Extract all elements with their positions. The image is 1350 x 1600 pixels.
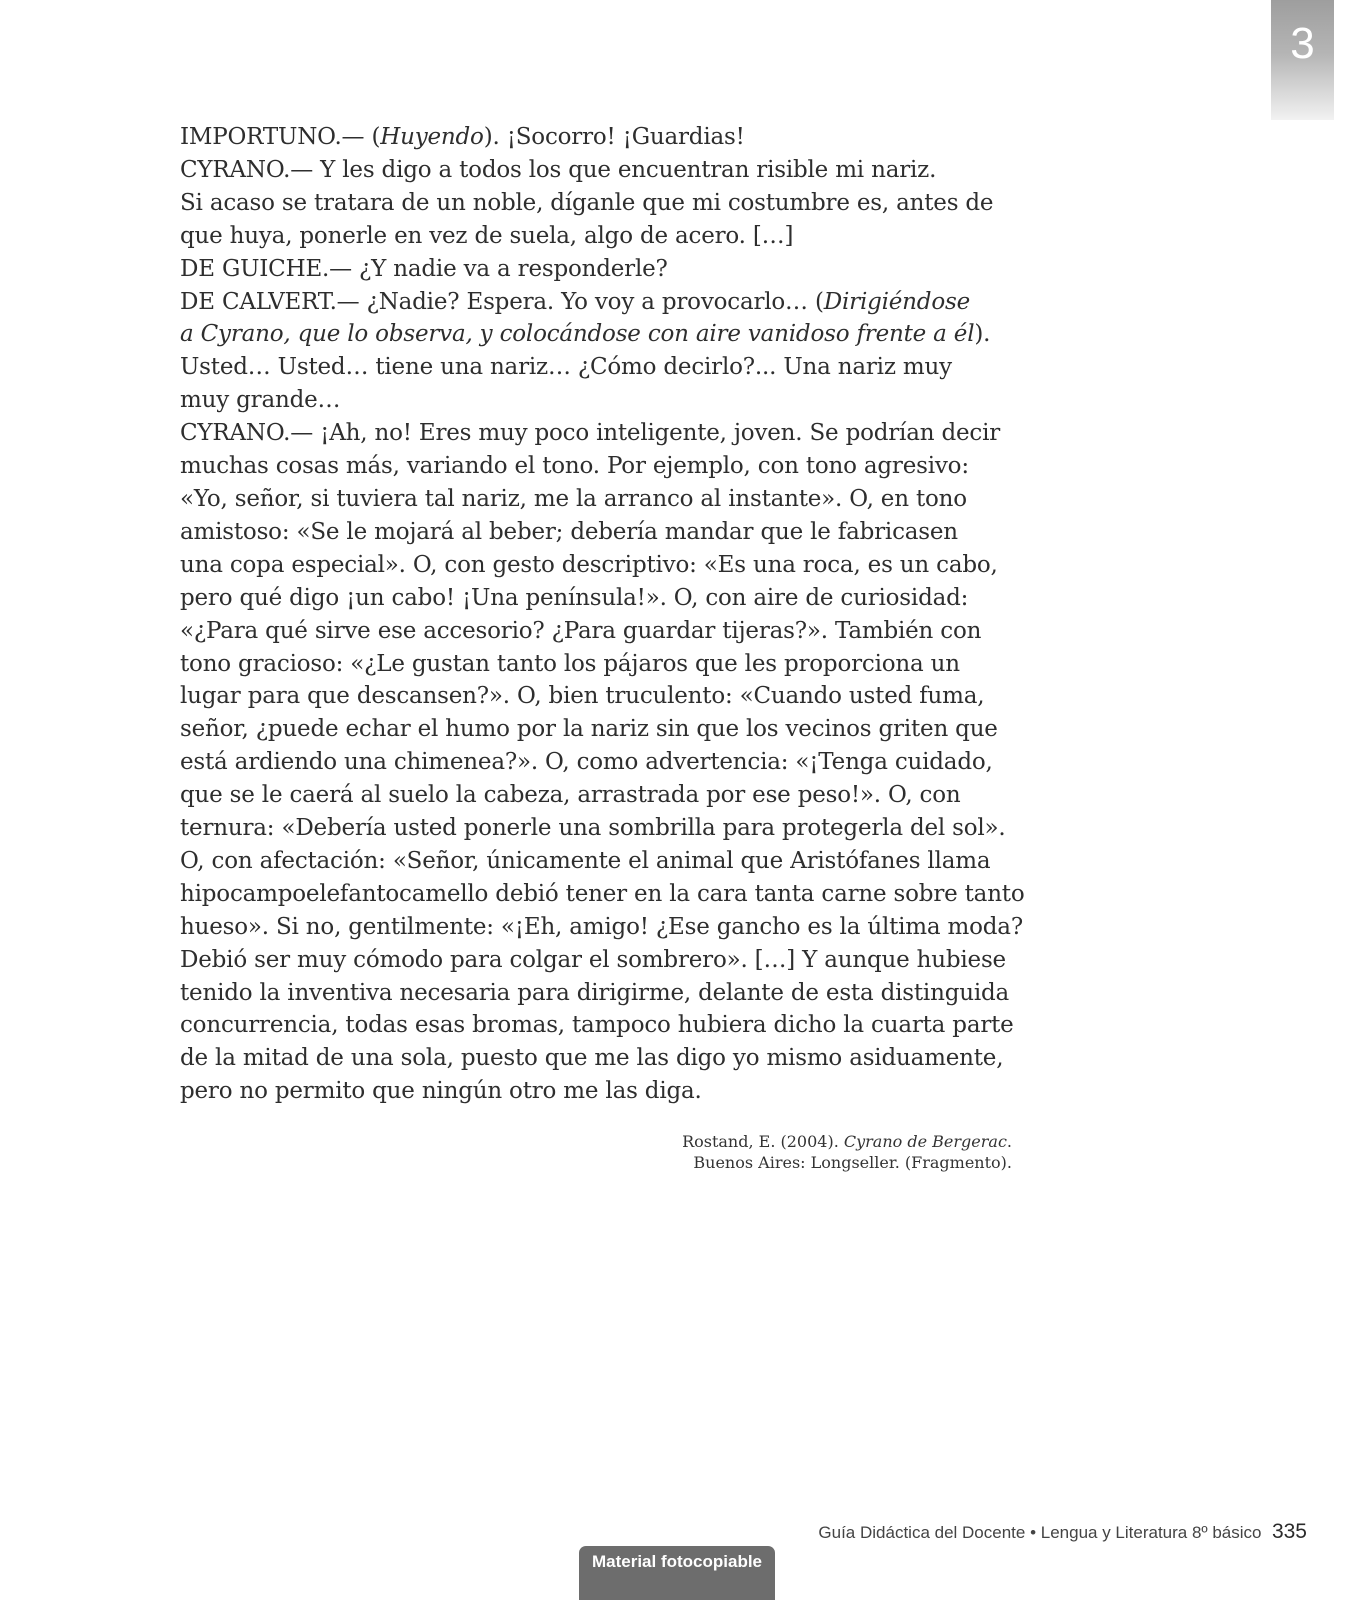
excerpt-line xyxy=(180,713,1040,746)
text-segment: CYRANO.— ¡Ah, no! Eres muy poco inteligente, joven. Se podrían decir xyxy=(180,420,1001,447)
excerpt-line xyxy=(180,944,1040,977)
text-segment: lugar para que descansen?». O, bien truculento: «Cuando usted fuma, xyxy=(180,683,985,710)
excerpt-line xyxy=(180,746,1040,779)
excerpt-line xyxy=(180,450,1040,483)
text-segment: hipocampoelefantocamello debió tener en la cara tanta carne sobre tanto xyxy=(180,880,1025,907)
photocopy-tab xyxy=(579,1546,775,1600)
text-segment: IMPORTUNO.— ( xyxy=(180,124,381,150)
excerpt-line xyxy=(180,417,1040,450)
excerpt-line xyxy=(180,812,1040,845)
excerpt-line xyxy=(180,845,1040,878)
text-segment: señor, ¿puede echar el humo por la nariz sin que los vecinos griten que xyxy=(180,716,998,743)
italic-text-segment: Dirigiéndose xyxy=(823,288,970,315)
text-segment: Si acaso se tratara de un noble, díganle que mi costumbre es, antes de xyxy=(180,189,994,216)
italic-text-segment: Huyendo xyxy=(380,124,484,150)
text-segment: CYRANO.— Y les digo a todos los que encuentran risible mi nariz. xyxy=(180,156,937,183)
chapter-tab xyxy=(1271,0,1334,120)
page-number: 335 xyxy=(1271,1520,1307,1543)
text-segment: ). ¡Socorro! ¡Guardias! xyxy=(483,124,745,150)
text-segment: DE CALVERT.— ¿Nadie? Espera. Yo voy a provocarlo… ( xyxy=(180,288,824,315)
citation-line xyxy=(600,1131,1012,1152)
text-segment: Usted… Usted… tiene una nariz… ¿Cómo decirlo?... Una nariz muy xyxy=(180,354,952,381)
text-segment: «Yo, señor, si tuviera tal nariz, me la arranco al instante». O, en tono xyxy=(180,485,967,512)
text-segment: DE GUICHE.— ¿Y nadie va a responderle? xyxy=(180,255,668,282)
text-segment: tono gracioso: «¿Le gustan tanto los pájaros que les proporciona un xyxy=(180,650,960,677)
excerpt-line xyxy=(180,1042,1040,1075)
text-segment: Debió ser muy cómodo para colgar el sombrero». […] Y aunque hubiese xyxy=(180,946,1006,973)
chapter-number: 3 xyxy=(1290,19,1315,68)
excerpt-line xyxy=(180,187,1040,220)
text-segment: concurrencia, todas esas bromas, tampoco hubiera dicho la cuarta parte xyxy=(180,1012,1014,1039)
text-segment: que huya, ponerle en vez de suela, algo de acero. […] xyxy=(180,222,794,249)
text-segment: O, con afectación: «Señor, únicamente el animal que Aristófanes llama xyxy=(180,847,991,874)
text-segment: hueso». Si no, gentilmente: «¡Eh, amigo! ¿Ese gancho es la última moda? xyxy=(180,913,1023,940)
excerpt-line xyxy=(180,648,1040,681)
excerpt-line xyxy=(180,384,1040,417)
excerpt-line xyxy=(180,878,1040,911)
text-segment: Buenos Aires: Longseller. (Fragmento). xyxy=(693,1153,1012,1172)
excerpt-line xyxy=(180,220,1040,253)
excerpt-line xyxy=(180,615,1040,648)
excerpt-line xyxy=(180,253,1040,286)
excerpt-line xyxy=(180,779,1040,812)
citation-line xyxy=(600,1152,1012,1173)
excerpt-line xyxy=(180,1075,1040,1108)
text-segment: está ardiendo una chimenea?». O, como advertencia: «¡Tenga cuidado, xyxy=(180,749,993,776)
text-segment: pero no permito que ningún otro me las diga. xyxy=(180,1078,702,1105)
excerpt-line xyxy=(180,483,1040,516)
text-segment: pero qué digo ¡un cabo! ¡Una península!». O, con aire de curiosidad: xyxy=(180,584,969,611)
text-segment: ). xyxy=(974,321,991,348)
excerpt-line xyxy=(180,911,1040,944)
text-segment: amistoso: «Se le mojará al beber; debería mandar que le fabricasen xyxy=(180,518,958,545)
excerpt-line xyxy=(180,516,1040,549)
text-segment: Rostand, E. (2004). xyxy=(682,1132,844,1151)
text-segment: de la mitad de una sola, puesto que me las digo yo mismo asiduamente, xyxy=(180,1045,1004,1072)
text-segment: «¿Para qué sirve ese accesorio? ¿Para guardar tijeras?». También con xyxy=(180,617,982,644)
excerpt-line xyxy=(180,549,1040,582)
page-footer xyxy=(700,1520,1307,1544)
excerpt-text xyxy=(180,121,1040,1108)
text-segment: muchas cosas más, variando el tono. Por ejemplo, con tono agresivo: xyxy=(180,453,969,480)
text-segment: que se le caerá al suelo la cabeza, arrastrada por ese peso!». O, con xyxy=(180,782,961,809)
excerpt-line xyxy=(180,121,1040,154)
text-segment: una copa especial». O, con gesto descriptivo: «Es una roca, es un cabo, xyxy=(180,551,998,578)
excerpt-line xyxy=(180,1009,1040,1042)
excerpt-line xyxy=(180,582,1040,615)
italic-text-segment: Cyrano de Bergerac xyxy=(843,1132,1007,1151)
excerpt-line xyxy=(180,154,1040,187)
excerpt-line xyxy=(180,318,1040,351)
excerpt-line xyxy=(180,680,1040,713)
italic-text-segment: a Cyrano, que lo observa, y colocándose con aire vanidoso frente a él xyxy=(180,321,975,348)
source-citation xyxy=(600,1131,1012,1173)
excerpt-line xyxy=(180,286,1040,319)
text-segment: ternura: «Debería usted ponerle una sombrilla para protegerla del sol». xyxy=(180,815,1006,842)
footer-guide-text: Guía Didáctica del Docente • Lengua y Literatura 8º básico xyxy=(818,1523,1262,1542)
text-segment: tenido la inventiva necesaria para dirigirme, delante de esta distinguida xyxy=(180,979,1010,1006)
text-segment: . xyxy=(1006,1132,1012,1151)
text-segment: muy grande… xyxy=(180,387,341,414)
excerpt-line xyxy=(180,977,1040,1010)
photocopy-label: Material fotocopiable xyxy=(591,1552,763,1571)
excerpt-line xyxy=(180,351,1040,384)
